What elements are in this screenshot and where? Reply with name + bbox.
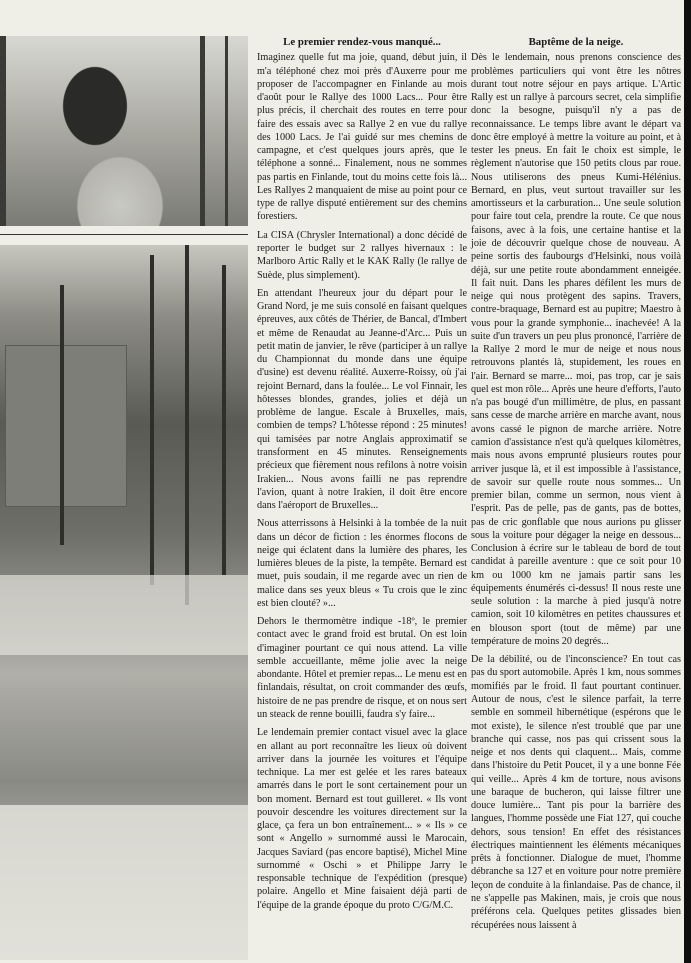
section-heading: Baptême de la neige. [528, 36, 624, 48]
paragraph: Imaginez quelle fut ma joie, quand, début juin, il m'a téléphoné chez moi près d'Auxerre pour me proposer de l'accompagner en Finlande au mois d'août pour le Rallye des 1000 Lacs... Pour être plus précis, il cherchait des routes en terre pour faire des essais avec sa Rallye 2 en vue du rallye des 1000 Lacs. Je l'ai guidé sur mes chemins de campagne, et c'est quelques jours après, que le téléphone a sonné... Finalement, nous ne sommes pas partis en Finlande, tout du moins cette fois là... Les Rallyes 2 manquaient de mise au point pour ce type de rallye disputé entièrement sur des chemins forestiers. [257, 52, 467, 223]
paragraph: En attendant l'heureux jour du départ pour le Grand Nord, je me suis consolé en faisant quelques épreuves, aux côtés de Thérier, de Bancal, d'Imbert et même de Renaudat au Jeanne-d'Arc... Puis un petit matin de janvier, le rêve (participer à un rallye du Championnat du monde dans une équipe d'usine) est devenu réalité. Auxerre-Roissy, où j'ai rejoint Bernard, dans la foulée... Le vol Finnair, les hôtesses blondes, grandes, jolies et déjà un problème de langue. Escale à Bruxelles, mais, combien de temps? L'hôtesse répond : 25 minutes! qui tamisées par notre Anglais approximatif se transforment en 45 minutes. Renseignements précieux que fièrement nous refilons à notre voisin Irakien... Nous avons failli ne pas reprendre l'avion, quant à notre Irakien, il doit être encore dans l'aéroport de Bruxelles... [257, 287, 467, 512]
paragraph: Dès le lendemain, nous prenons conscience des problèmes particuliers qui vont être les nôtres durant tout notre séjour en pays artique. L'Artic Rally est un rallye à parcours secret, cela simplifie donc la besogne, puisqu'il n'y a pas de reconnaissance. Le temps libre avant le départ va donc être employé à mettre la voiture au point, et à tester les pneus. En fait le choix est simple, le règlement n'autorise que 150 petits clous par roue. Nous utiliserons des pneus Kumi-Hélénius. Bernard, en plus, veut surtout travailler sur les amortisseurs et la carburation... Une seule solution pour faire tout cela, prendre la route. Ce que nous faisons, avec à la fois, une certaine hantise et la joie de découvrir quelque chose de nouveau. A peine sortis des faubourgs d'Helsinki, nous voilà déjà, sur une petite route abondamment enneigée. Il fait nuit. Dans les phares défilent les murs de neige qui nous protègent des sapins. Travers, contre-braquage, Bernard est au pupitre; Maestro à vous pour la grande symphonie... inachevée! A la suite d'un travers un peu plus prononcé, l'arrière de la Rallye 2 mord le mur de neige et nous nous retrouvons plantés là, stupidement, les roues en l'air. Bernard se marre... moi, pas trop, car je sais quel est mon rôle... Après une heure d'efforts, l'auto n'a pas bougé d'un millimètre, de plus, en passant sans cesse de marche arrière en marche avant, nous avons cassé le pignon de marche arrière. Notre camion d'assistance n'est qu'à quelques kilomètres, mais nous avons emprunté plusieurs routes pour arriver jusque là, et il est impossible à l'assistance, de savoir sur quelle route nous sommes... Un premier bilan, comme un sermon, nous vient à l'esprit. Pas de pelle, pas de gants, pas de bottes, pas de cric gonflable que nous aurions pu glisser sous la voiture pour dégager la neige en dessous... Conclusion à écrire sur le tableau de bord de tout candidat à pareille aventure : que ce soit pour 10 km ou 1000 km ne jamais partir sans les équipements énumérés ci-dessus! Il nous reste une seule solution : la marche à pied jusqu'à notre camion, soit 10 kilomètres en petites chaussures et en blouson sport (tout de même) par une température de moins 20 degrés... [471, 52, 682, 647]
paragraph: Dehors le thermomètre indique -18º, le premier contact avec le grand froid est brutal. On est loin d'imaginer pourtant ce qui nous attend. La ville semble accueillante, même jolie avec la neige abondante. Hôtel et premier repas... Le menu est en finlandais, résultat, on croit commander des œufs, histoire de ne pas prendre de risque, et on nous sert un steack de renne bouilli, faudra s'y faire... [257, 616, 467, 721]
right-text-column [471, 36, 681, 937]
left-text-column [257, 36, 467, 917]
snowy-forest-photo [0, 245, 248, 960]
page-edge-bar [684, 0, 691, 963]
photo-divider [0, 234, 248, 235]
driver-portrait-photo [0, 36, 248, 226]
paragraph: De la débilité, ou de l'inconscience? En tout cas pas du sport automobile. Après 1 km, nous sommes momifiés par le froid. Il faut pourtant continuer. Autour de nous, c'est le silence parfait, la terre semble en sommeil hibernétique (espérons que le mot existe), le silence n'est troublé que par une branche qui casse, nos pas qui crissent sous la neige et nos dents qui claquent... Mais, comme dans l'histoire du Petit Poucet, il y a une bonne Fée qui veille... Après 4 km de torture, nous avisons une baraque de bucheron, qui laisse filtrer une douce lumière... Tant pis pour la barrière des langues, l'homme possède une Fiat 127, qui couche dehors, sous tension! En effet des résistances électriques maintiennent les éléments mécaniques prêts à fonctionner. Dialogue de muet, l'homme débranche sa 127 et en voiture pour notre première leçon de conduite à la finlandaise. Pas de chance, il ne s'appelle pas Makinen, mais, je crois que nous préférons cela. Quelques petites glissades bien récupérées nous laissent à [471, 654, 681, 931]
paragraph: Le lendemain premier contact visuel avec la glace en allant au port reconnaître les lieux où doivent arriver dans la journée les voitures et l'équipe technique. La mer est gelée et les rares bateaux amarrés dans le port le sont certainement pour un bon moment. Bernard est tout guilleret. « Ils vont pouvoir descendre les voitures directement sur la glace, ça fera un bon entraînement... » « Ils » ce sont « Angello » surnommé aussi le Marocain, Jacques Saviard (pas encore baptisé), Michel Mine surnommé « Oschi » et Philippe Jarry le responsable technique de l'expédition (presque) polaire. Angello et Mine faisaient déjà parti de l'équipe de la grande époque du proto C/G/M.C. [257, 727, 467, 911]
paragraph: La CISA (Chrysler International) a donc décidé de reporter le budget sur 2 rallyes hivernaux : le Marlboro Artic Rally et le KAK Rally (le rallye de Suède, plus simplement). [257, 229, 467, 281]
section-heading: Le premier rendez-vous manqué... [283, 36, 441, 48]
paragraph: Nous atterrissons à Helsinki à la tombée de la nuit dans un décor de fiction : les énormes flocons de neige qui éclatent dans la lumière des phares, les lumières bleues de la piste, la tempête. Bernard est muet, puis soudain, il me regarde avec un rien de malice dans ses yeux bleus « Tu crois que le zinc est bien clouté? »... [257, 518, 467, 609]
